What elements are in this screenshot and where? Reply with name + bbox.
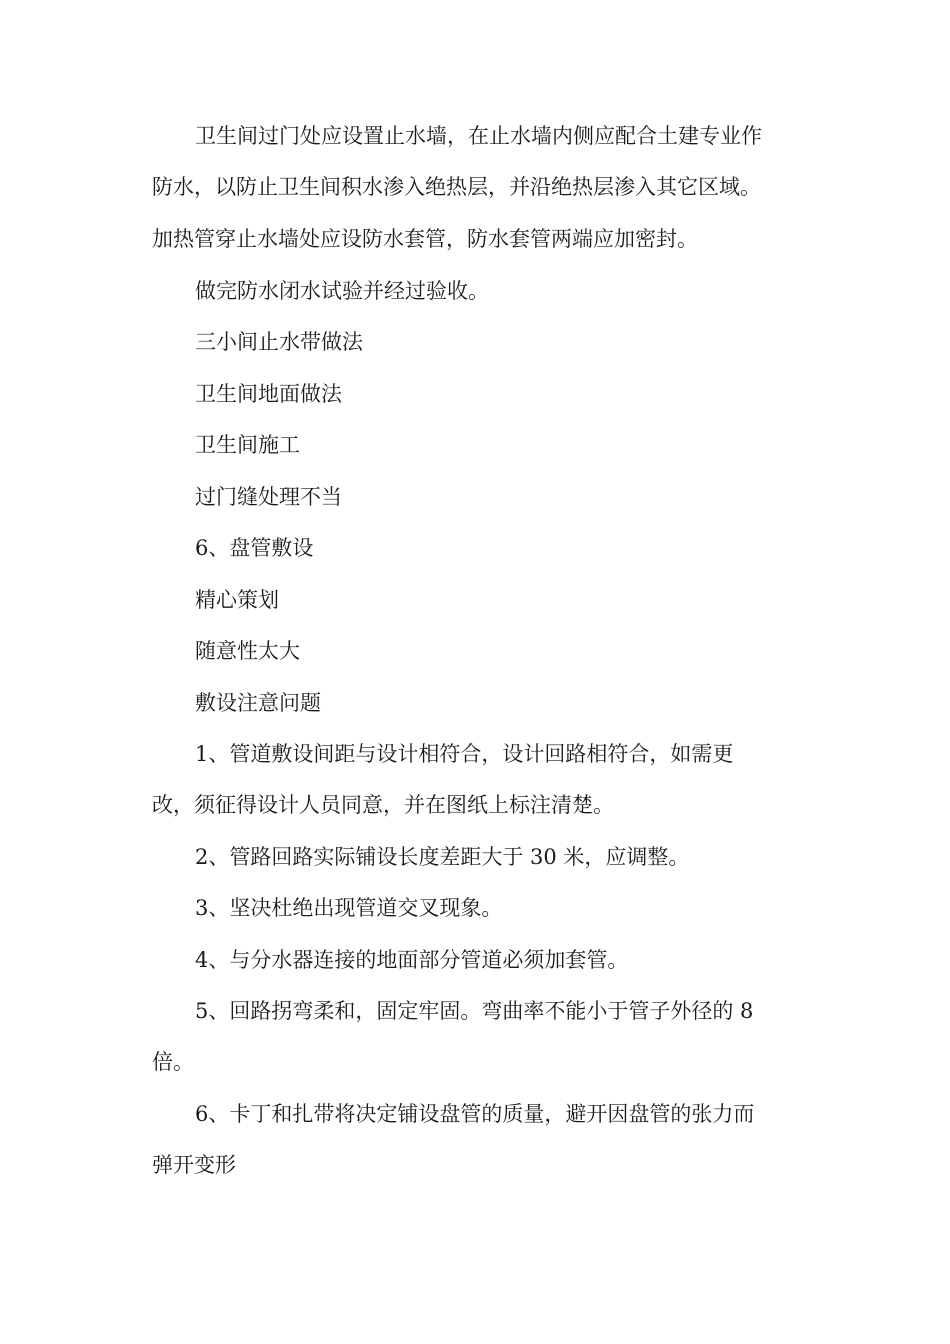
list-item-line: 改，须征得设计人员同意，并在图纸上标注清楚。 xyxy=(152,793,614,817)
paragraph-line: 加热管穿止水墙处应设防水套管，防水套管两端应加密封。 xyxy=(152,227,698,251)
paragraph-line: 防水，以防止卫生间积水渗入绝热层，并沿绝热层渗入其它区域。 xyxy=(152,175,761,199)
list-item-line: 弹开变形 xyxy=(152,1153,236,1177)
list-item-line: 1、管道敷设间距与设计相符合，设计回路相符合，如需更 xyxy=(195,742,734,766)
list-item-line: 2、管路回路实际铺设长度差距大于 30 米，应调整。 xyxy=(195,845,690,869)
list-item-line: 6、卡丁和扎带将决定铺设盘管的质量，避开因盘管的张力而 xyxy=(195,1102,755,1126)
paragraph-line: 卫生间过门处应设置止水墙，在止水墙内侧应配合土建专业作 xyxy=(195,124,762,148)
list-item-line: 4、与分水器连接的地面部分管道必须加套管。 xyxy=(195,948,629,972)
heading-line: 敷设注意问题 xyxy=(195,691,321,715)
heading-line: 过门缝处理不当 xyxy=(195,485,342,509)
heading-line: 卫生间地面做法 xyxy=(195,382,342,406)
list-item-line: 5、回路拐弯柔和，固定牢固。弯曲率不能小于管子外径的 8 xyxy=(195,999,754,1023)
heading-line: 精心策划 xyxy=(195,588,279,612)
list-item-line: 3、坚决杜绝出现管道交叉现象。 xyxy=(195,896,503,920)
heading-line: 三小间止水带做法 xyxy=(195,330,363,354)
heading-line: 卫生间施工 xyxy=(195,433,300,457)
list-item-line: 倍。 xyxy=(152,1050,194,1074)
paragraph-line: 做完防水闭水试验并经过验收。 xyxy=(195,279,489,303)
heading-line: 随意性太大 xyxy=(195,639,300,663)
section-heading: 6、盘管敷设 xyxy=(195,536,314,560)
